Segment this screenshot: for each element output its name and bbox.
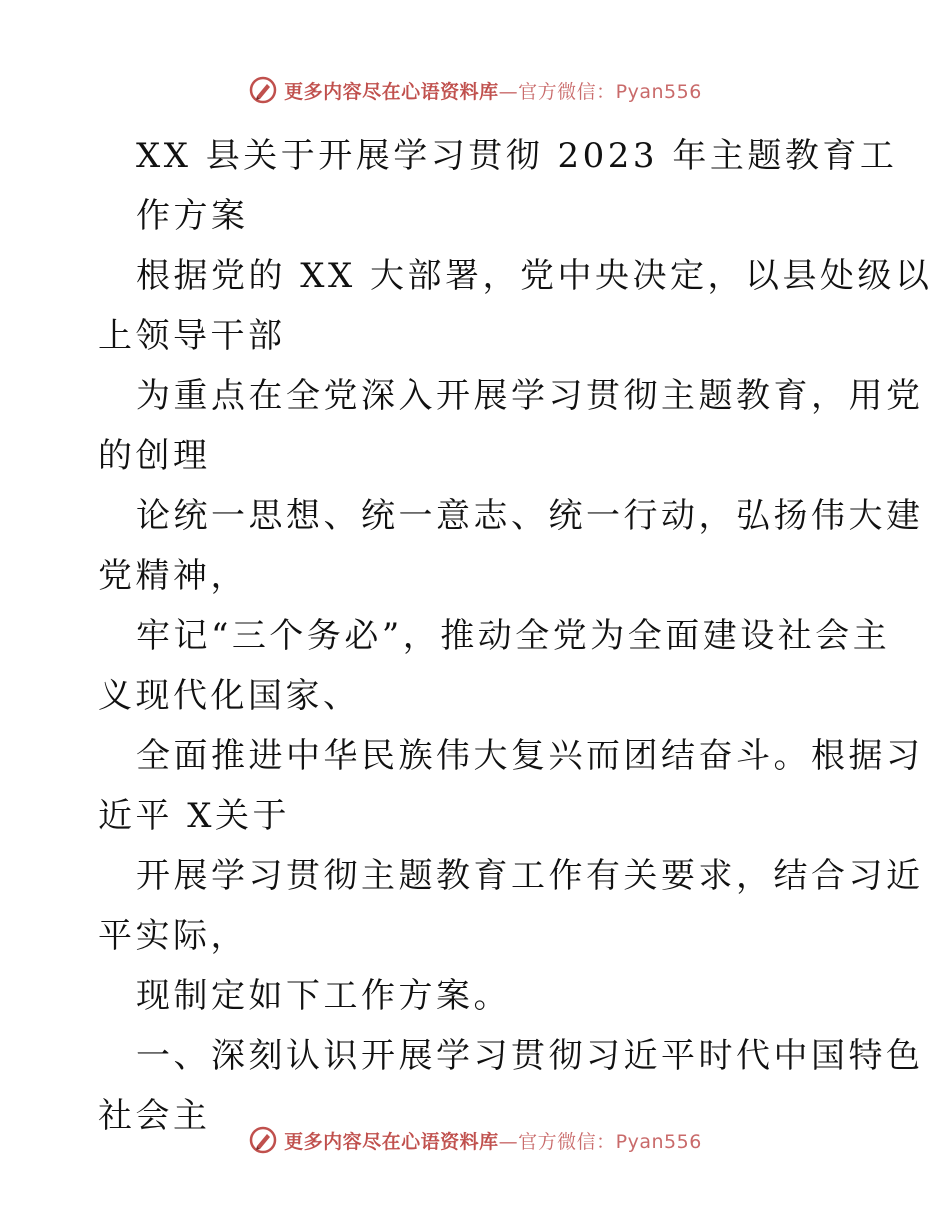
text-line: 平实际，	[98, 916, 248, 956]
text-line: 根据党的 XX 大部署，党中央决定，以县处级以	[136, 256, 933, 296]
header-watermark	[0, 72, 950, 108]
document-body	[98, 126, 933, 1146]
text-line: 论统一思想、统一意志、统一行动，弘扬伟大建	[136, 496, 924, 536]
watermark-text: 更多内容尽在心语资料库—官方微信：Pyan556	[284, 1130, 702, 1153]
text-line: 近平 X关于	[98, 796, 291, 836]
pen-logo-icon	[248, 75, 278, 105]
text-line: 义现代化国家、	[98, 676, 361, 716]
text-line: 牢记“三个务必”，推动全党为全面建设社会主	[136, 616, 891, 656]
text-line: 的创理	[98, 436, 211, 476]
text-line: 为重点在全党深入开展学习贯彻主题教育，用党	[136, 376, 924, 416]
text-line: 作方案	[136, 196, 249, 236]
text-line: 一、深刻认识开展学习贯彻习近平时代中国特色	[136, 1036, 924, 1076]
text-line: 全面推进中华民族伟大复兴而团结奋斗。根据习	[136, 736, 924, 776]
text-line: 现制定如下工作方案。	[136, 976, 511, 1016]
text-line: 开展学习贯彻主题教育工作有关要求，结合习近	[136, 856, 924, 896]
watermark-text: 更多内容尽在心语资料库—官方微信：Pyan556	[284, 80, 702, 103]
text-line: 党精神，	[98, 556, 248, 596]
footer-watermark	[0, 1122, 950, 1158]
text-line: XX 县关于开展学习贯彻 2023 年主题教育工	[136, 136, 898, 176]
text-line: 上领导干部	[98, 316, 286, 356]
text-line: 社会主	[98, 1096, 211, 1136]
pen-logo-icon	[248, 1125, 278, 1155]
